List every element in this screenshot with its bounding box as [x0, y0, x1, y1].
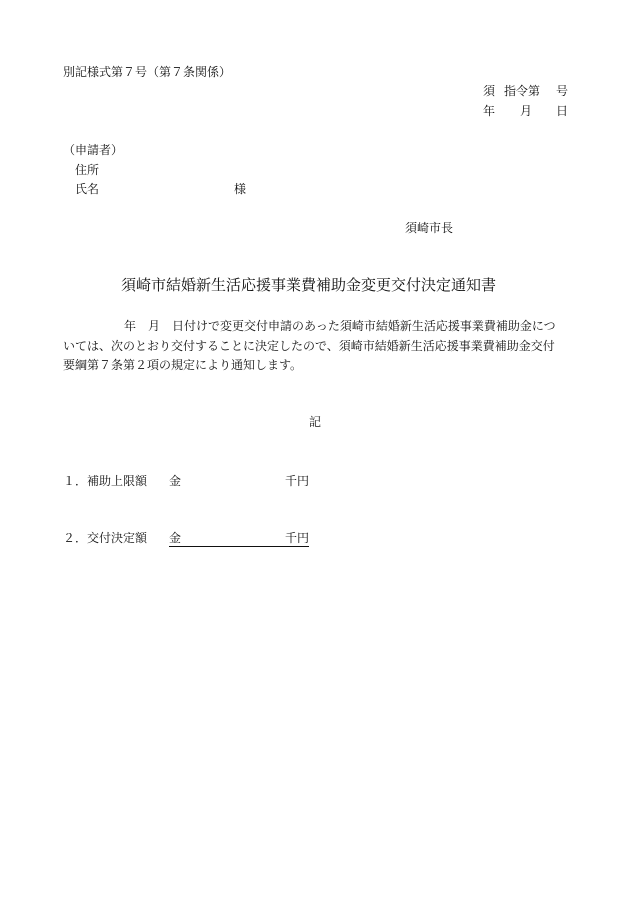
body-line-2: いては、次のとおり交付することに決定したので、須崎市結婚新生活応援事業費補助金交付 [63, 339, 555, 353]
currency-unit: 千円 [285, 474, 310, 488]
date-day: 日 [556, 104, 569, 118]
address-label: 住所 [75, 163, 100, 177]
item-label: 交付決定額 [87, 531, 148, 545]
item-number: １． [63, 474, 88, 488]
document-title: 須崎市結婚新生活応援事業費補助金変更交付決定通知書 [121, 276, 497, 294]
name-label: 氏名 [75, 182, 100, 196]
record-heading: 記 [309, 415, 322, 429]
form-label: 別記様式第７号（第７条関係） [63, 65, 232, 79]
currency-prefix: 金 [169, 474, 182, 488]
reference-suffix: 号 [556, 84, 569, 98]
body-line-1: 年 月 日付けで変更交付申請のあった須崎市結婚新生活応援事業費補助金につ [124, 319, 556, 333]
reference-prefix: 須 [483, 84, 496, 98]
applicant-heading: （申請者） [63, 143, 124, 157]
body-line-3: 要綱第７条第２項の規定により通知します。 [63, 358, 303, 372]
item-number: ２． [63, 531, 88, 545]
currency-unit: 千円 [285, 531, 310, 545]
reference-middle: 指令第 [504, 84, 541, 98]
date-month: 月 [520, 104, 533, 118]
date-year: 年 [483, 104, 496, 118]
issuer-title: 須崎市長 [405, 221, 454, 235]
amount-underline [169, 546, 309, 547]
currency-prefix: 金 [169, 531, 182, 545]
honorific: 様 [234, 182, 247, 196]
item-label: 補助上限額 [87, 474, 148, 488]
